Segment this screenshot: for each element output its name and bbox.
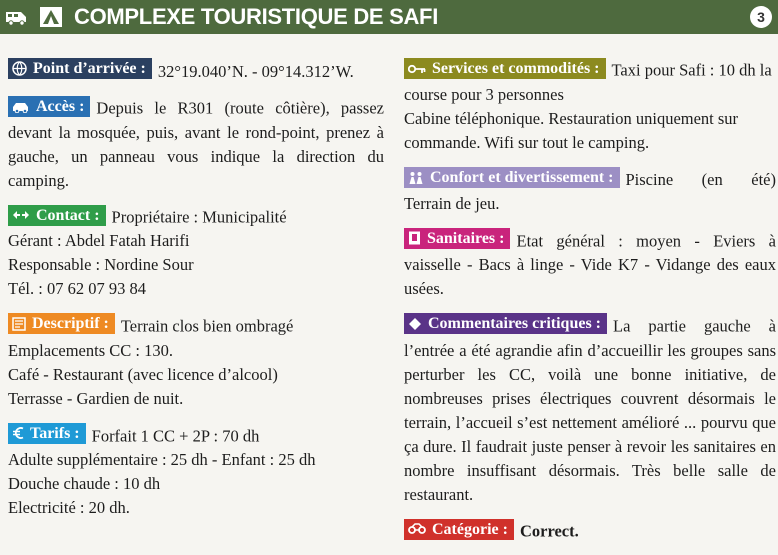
section-categorie — [404, 519, 776, 544]
people-icon — [408, 171, 424, 184]
label-descriptif: Descriptif : — [8, 313, 115, 334]
contact-manager: Gérant : Abdel Fatah Harifi — [8, 231, 190, 250]
right-column — [404, 58, 776, 555]
label-services: Services et commodités : — [404, 58, 606, 79]
services-text-2: Cabine téléphonique. Restauration uniquement sur commande. Wifi sur tout le camping. — [404, 108, 739, 152]
section-acces — [8, 96, 384, 193]
tarif-douche: Douche chaude : 10 dh — [8, 474, 161, 493]
section-contact — [8, 205, 384, 302]
diamond-icon — [408, 317, 422, 331]
label-confort: Confort et divertissement : — [404, 167, 620, 188]
globe-icon — [12, 61, 27, 76]
tarif-electricite: Electricité : 20 dh. — [8, 498, 130, 517]
section-commentaires — [404, 313, 776, 507]
label-acces: Accès : — [8, 96, 90, 117]
descriptif-line-4: Terrasse - Gardien de nuit. — [8, 388, 184, 408]
section-point-arrivee — [8, 58, 384, 84]
euro-icon — [12, 426, 24, 440]
section-confort — [404, 167, 776, 216]
arrows-icon — [12, 209, 30, 221]
key-icon — [408, 63, 426, 75]
descriptif-line-3: Café - Restaurant (avec licence d’alcool) — [8, 364, 278, 384]
contact-owner: Propriétaire : Municipalité — [111, 207, 287, 226]
label-point-arrivee: Point d’arrivée : — [8, 58, 152, 79]
section-descriptif — [8, 313, 384, 411]
tarif-adulte-enfant: Adulte supplémentaire : 25 dh - Enfant : 25 dh — [8, 450, 316, 469]
commentaires-text: La partie gauche à l’entrée a été agrandie afin d’accueillir les groupes sans perturber les CC, voilà une bonne initiative, de nombreuses prises électriques couvrent désormais le terrain, l’accueil s’est nettement amélioré ... pourvu que ça dure. Il faudrait juste penser à revoir les sanitaires en nombre insuffisant désormais. Très belle salle de restaurant. — [404, 316, 776, 504]
section-sanitaires — [404, 228, 776, 302]
acces-text: Depuis le R301 (route côtière), passez devant la mosquée, puis, avant le rond-point, prenez à gauche, un panneau vous indique la direction du camping. — [8, 98, 384, 190]
services-text: Taxi pour Safi : 10 dh la course pour 3 personnes — [404, 60, 772, 104]
tarif-forfait: Forfait 1 CC + 2P : 70 dh — [91, 426, 260, 445]
label-tarifs: Tarifs : — [8, 423, 86, 444]
section-tarifs — [8, 423, 384, 521]
descriptif-line-2: Emplacements CC : 130. — [8, 340, 173, 360]
descriptif-line-1: Terrain clos bien ombragé — [120, 316, 294, 336]
label-contact: Contact : — [8, 205, 106, 226]
contact-responsible: Responsable : Nordine Sour — [8, 255, 194, 274]
rating-icon — [408, 523, 426, 535]
tent-icon — [34, 0, 68, 34]
categorie-text: Correct. — [519, 521, 579, 540]
sanitaires-text: Etat général : moyen - Eviers à vaisselle - Bacs à linge - Vide K7 - Vidange des eaux usées. — [404, 231, 776, 298]
campervan-icon — [0, 0, 34, 34]
label-commentaires: Commentaires critiques : — [404, 313, 607, 334]
gps-coordinates: 32°19.040’N. - 09°14.312’W. — [157, 62, 354, 81]
page-title: COMPLEXE TOURISTIQUE DE SAFI — [74, 4, 439, 29]
document-icon — [12, 317, 26, 331]
label-sanitaires: Sanitaires : — [404, 228, 510, 249]
page-number: 3 — [750, 6, 772, 28]
left-column — [8, 58, 384, 532]
label-categorie: Catégorie : — [404, 519, 514, 540]
toilet-icon — [408, 231, 421, 245]
page-header — [0, 0, 778, 34]
section-services — [404, 58, 776, 155]
car-icon — [12, 101, 30, 113]
confort-text: Piscine (en été) Terrain de jeu. — [404, 169, 776, 213]
contact-phone: Tél. : 07 62 07 93 84 — [8, 279, 146, 298]
